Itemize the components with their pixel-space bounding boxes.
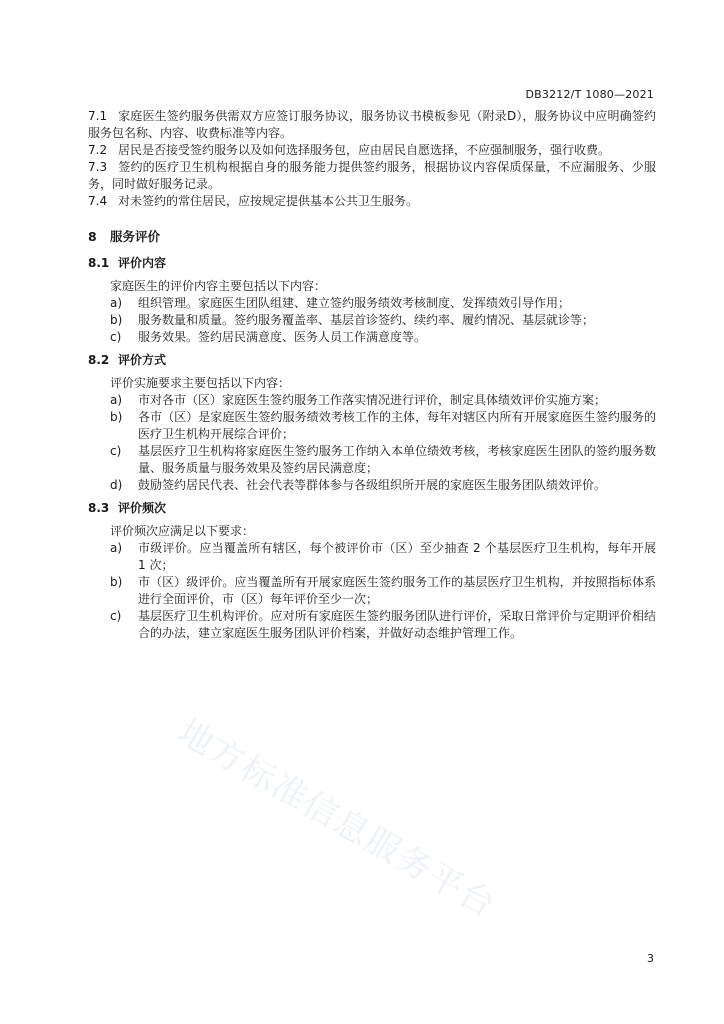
list-item (88, 409, 656, 443)
list-item (88, 295, 656, 312)
list-label: b) (110, 313, 123, 327)
list-item (88, 574, 656, 608)
document-code: DB3212/T 1080—2021 (525, 88, 654, 101)
subsection-number: 8.2 (88, 353, 110, 367)
list-item (88, 443, 656, 477)
subsection-intro: 评价频次应满足以下要求： (110, 524, 255, 538)
clause-text: 居民是否接受签约服务以及如何选择服务包，应由居民自愿选择，不应强制服务，强行收费。 (118, 143, 611, 157)
subsection-title: 评价方式 (118, 353, 167, 367)
list-text: 基层医疗卫生机构评价。应对所有家庭医生签约服务团队进行评价，采取日常评价与定期评价相结合的办法，建立家庭医生服务团队评价档案，并做好动态维护管理工作。 (138, 609, 656, 640)
subsection-8-3-heading (88, 500, 656, 517)
clause-text: 签约的医疗卫生机构根据自身的服务能力提供签约服务，根据协议内容保质保量，不应漏服务、少服务，同时做好服务记录。 (88, 160, 656, 191)
list-text: 鼓励签约居民代表、社会代表等群体参与各级组织所开展的家庭医生服务团队绩效评价。 (138, 478, 607, 492)
page-number: 3 (647, 952, 654, 965)
list-text: 服务效果。签约居民满意度、医务人员工作满意度等。 (138, 330, 427, 344)
subsection-number: 8.1 (88, 256, 110, 270)
list-text: 基层医疗卫生机构将家庭医生签约服务工作纳入本单位绩效考核，考核家庭医生团队的签约服务数量、服务质量与服务效果及签约居民满意度； (138, 444, 656, 475)
list-item (88, 329, 656, 346)
list-label: a) (110, 541, 123, 555)
list-text: 服务数量和质量。签约服务覆盖率、基层首诊签约、续约率、履约情况、基层就诊等； (138, 313, 595, 327)
subsection-number: 8.3 (88, 501, 110, 515)
clause-number: 7.4 (88, 194, 108, 208)
section-number: 8 (88, 229, 97, 244)
list-label: c) (110, 330, 122, 344)
section-7-clauses (88, 108, 656, 210)
list-label: b) (110, 410, 123, 424)
subsection-8-2-heading (88, 352, 656, 369)
list-label: a) (110, 393, 123, 407)
list-item (88, 312, 656, 329)
clause-text: 家庭医生签约服务供需双方应签订服务协议，服务协议书模板参见（附录D），服务协议中应明确签约服务包名称、内容、收费标准等内容。 (88, 109, 656, 140)
list-item (88, 477, 656, 494)
list-text: 组织管理。家庭医生团队组建、建立签约服务绩效考核制度、发挥绩效引导作用； (138, 296, 571, 310)
list-item (88, 540, 656, 574)
list-label: d) (110, 478, 123, 492)
list-label: b) (110, 575, 123, 589)
clause-number: 7.3 (88, 160, 108, 174)
subsection-8-1-heading (88, 255, 656, 272)
section-title: 服务评价 (110, 229, 161, 244)
clause-number: 7.1 (88, 109, 108, 123)
list-item (88, 608, 656, 642)
list-label: c) (110, 609, 122, 623)
list-text: 市对各市（区）家庭医生签约服务工作落实情况进行评价，制定具体绩效评价实施方案； (138, 393, 607, 407)
list-text: 市级评价。应当覆盖所有辖区，每个被评价市（区）至少抽查 2 个基层医疗卫生机构，每年开展 1 次； (138, 541, 656, 572)
clause-number: 7.2 (88, 143, 108, 157)
list-text: 各市（区）是家庭医生签约服务绩效考核工作的主体，每年对辖区内所有开展家庭医生签约服务的医疗卫生机构开展综合评价； (138, 410, 656, 441)
list-item (88, 392, 656, 409)
subsection-intro: 家庭医生的评价内容主要包括以下内容： (110, 279, 327, 293)
clause-7-4 (88, 193, 656, 210)
clause-7-2 (88, 142, 656, 159)
watermark: 地方标准信息服务平台 (171, 711, 503, 927)
list-label: c) (110, 444, 122, 458)
subsection-title: 评价内容 (118, 256, 167, 270)
clause-text: 对未签约的常住居民，应按规定提供基本公共卫生服务。 (118, 194, 419, 208)
subsection-title: 评价频次 (118, 501, 167, 515)
list-text: 市（区）级评价。应当覆盖所有开展家庭医生签约服务工作的基层医疗卫生机构，并按照指标体系进行全面评价，市（区）每年评价至少一次； (138, 575, 656, 606)
subsection-intro: 评价实施要求主要包括以下内容： (110, 376, 291, 390)
list-label: a) (110, 296, 123, 310)
page-content (88, 108, 656, 642)
clause-7-1 (88, 108, 656, 142)
clause-7-3 (88, 159, 656, 193)
section-8-heading (88, 228, 656, 245)
